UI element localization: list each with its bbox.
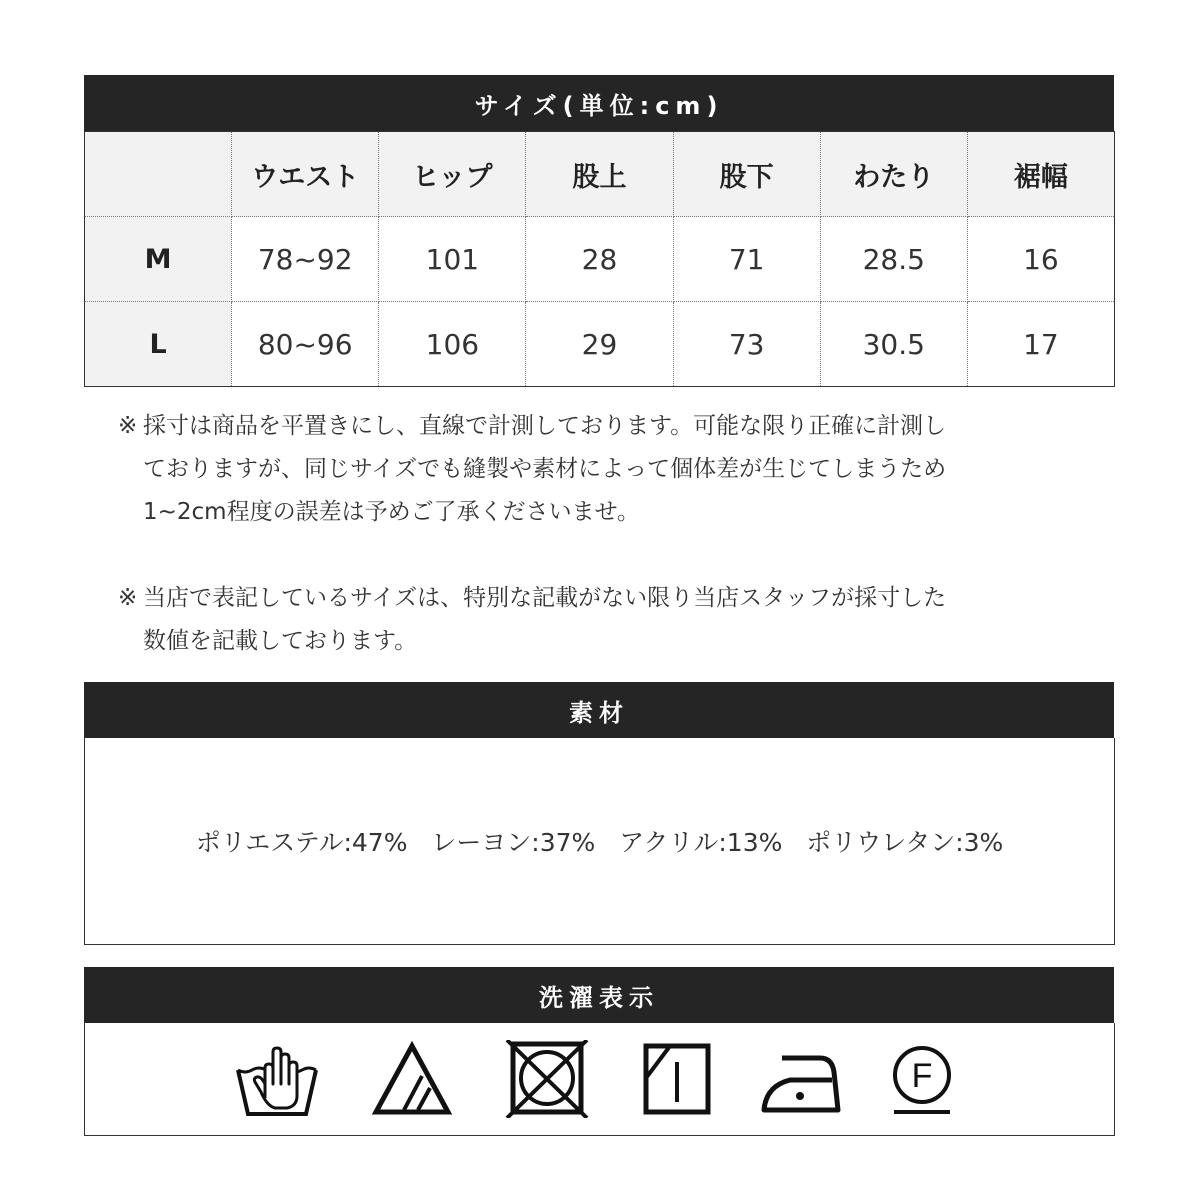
table-corner-cell [85, 132, 232, 217]
note-line: 当店で表記しているサイズは、特別な記載がない限り当店スタッフが採寸した [143, 585, 947, 611]
note-line: 1~2cm程度の誤差は予めご了承くださいませ。 [143, 499, 640, 525]
table-cell: 17 [967, 302, 1114, 387]
dry-clean-letter: F [911, 1057, 933, 1095]
care-section-title: 洗濯表示 [84, 967, 1114, 1023]
table-cell: 73 [673, 302, 820, 387]
note-size-notation [118, 577, 1088, 663]
table-cell: 30.5 [820, 302, 967, 387]
non-chlorine-bleach-icon [370, 1040, 454, 1118]
note-line: ておりますが、同じサイズでも縫製や素材によって個体差が生じてしまうため [143, 456, 947, 482]
size-table [84, 131, 1115, 387]
do-not-tumble-dry-icon [505, 1040, 589, 1118]
table-cell: 29 [526, 302, 673, 387]
table-cell: 78~92 [232, 217, 379, 302]
note-line: 採寸は商品を平置きにし、直線で計測しております。可能な限り正確に計測し [143, 413, 947, 439]
table-cell: 28 [526, 217, 673, 302]
note-measurement-method [118, 405, 1088, 534]
low-iron-icon [760, 1040, 844, 1118]
column-header-rise: 股上 [526, 132, 673, 217]
material-section-title: 素材 [84, 682, 1114, 738]
table-cell: 106 [379, 302, 526, 387]
table-cell: 71 [673, 217, 820, 302]
hand-wash-icon [235, 1040, 319, 1118]
table-cell: 101 [379, 217, 526, 302]
note-mark: ※ [118, 413, 138, 439]
size-section-title: サイズ(単位:cm) [84, 75, 1114, 131]
size-table-header-row [85, 132, 1115, 217]
table-cell: 80~96 [232, 302, 379, 387]
column-header-waist: ウエスト [232, 132, 379, 217]
row-label-size: M [85, 217, 232, 302]
material-composition: ポリエステル:47% レーヨン:37% アクリル:13% ポリウレタン:3% [195, 828, 1004, 857]
table-row [85, 217, 1115, 302]
table-row [85, 302, 1115, 387]
column-header-inseam: 股下 [673, 132, 820, 217]
line-dry-shade-icon [640, 1040, 724, 1118]
column-header-hip: ヒップ [379, 132, 526, 217]
table-cell: 16 [967, 217, 1114, 302]
column-header-thigh: わたり [820, 132, 967, 217]
table-cell: 28.5 [820, 217, 967, 302]
measurement-notes [118, 405, 1088, 663]
row-label-size: L [85, 302, 232, 387]
column-header-hem-width: 裾幅 [967, 132, 1114, 217]
dry-clean-f-icon [880, 1040, 964, 1118]
material-box [84, 738, 1115, 945]
note-mark: ※ [118, 585, 138, 611]
note-line: 数値を記載しております。 [143, 628, 418, 654]
